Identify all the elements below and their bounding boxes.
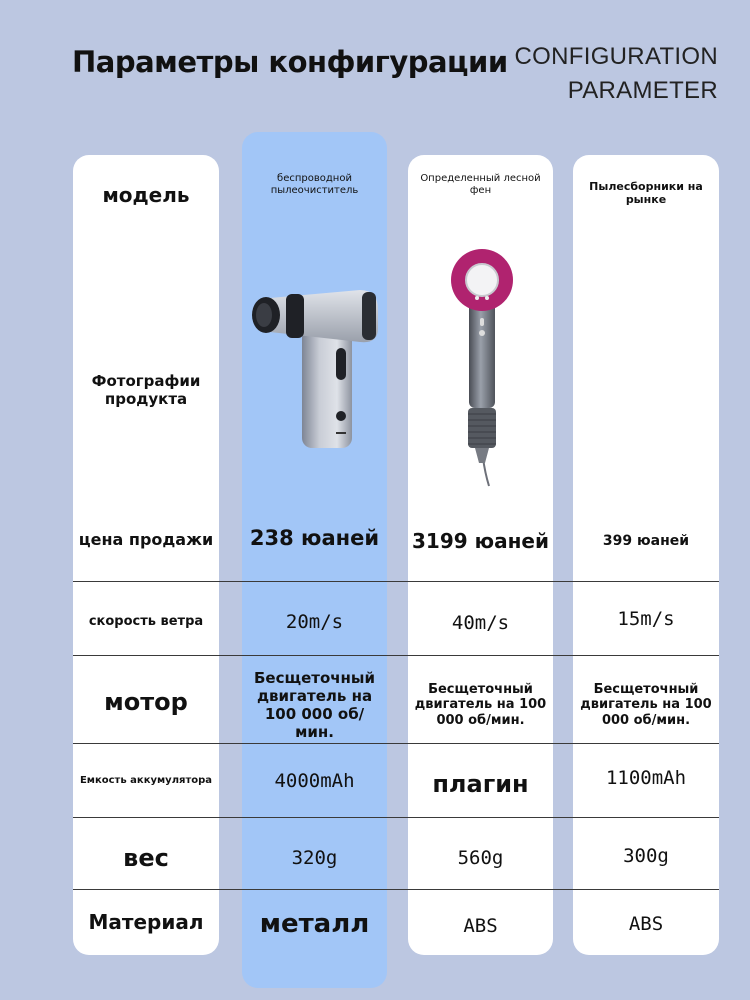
battery-value: плагин <box>432 769 529 798</box>
label-photos: Фотографии продукта <box>91 372 201 408</box>
air-duster-photo <box>250 288 380 453</box>
battery-value: 1100mAh <box>605 766 687 789</box>
wind-value: 20m/s <box>285 610 344 633</box>
weight-value: 300g <box>623 844 669 867</box>
product-name: беспроводной пылеочиститель <box>270 173 359 196</box>
page-title-english <box>515 40 718 108</box>
label-model: модель <box>102 183 190 207</box>
price-value: 238 юаней <box>249 526 380 551</box>
label-weight: вес <box>123 843 169 872</box>
label-battery: Емкость аккумулятора <box>79 775 213 786</box>
material-value: ABS <box>628 912 664 935</box>
motor-value: Бесщеточный двигатель на 100 000 об/мин. <box>414 681 547 728</box>
title-en-line2: PARAMETER <box>567 77 718 104</box>
weight-value: 560g <box>457 846 504 869</box>
label-wind: скорость ветра <box>88 614 204 630</box>
wind-value: 40m/s <box>451 611 510 634</box>
label-material: Материал <box>88 910 204 934</box>
price-value: 3199 юаней <box>412 529 549 553</box>
row-divider <box>73 743 719 744</box>
row-divider <box>73 817 719 818</box>
motor-value: Бесщеточный двигатель на 100 000 об/мин. <box>254 669 375 741</box>
row-divider <box>73 889 719 890</box>
hair-dryer-photo <box>445 248 520 488</box>
label-price: цена продажи <box>78 530 214 550</box>
weight-value: 320g <box>291 846 338 869</box>
material-value: металл <box>259 909 370 940</box>
product-name: Определенный лесной фен <box>420 173 541 196</box>
product-name: Пылесборники на рынке <box>589 179 703 206</box>
price-value: 399 юаней <box>602 532 690 549</box>
page-title: Параметры конфигурации <box>72 45 508 79</box>
battery-value: 4000mAh <box>274 769 355 792</box>
title-en-line1: CONFIGURATION <box>514 43 718 70</box>
row-divider <box>73 581 719 582</box>
wind-value: 15m/s <box>617 607 675 630</box>
row-divider <box>73 655 719 656</box>
motor-value: Бесщеточный двигатель на 100 000 об/мин. <box>580 681 712 728</box>
label-motor: мотор <box>104 687 188 716</box>
material-value: ABS <box>463 914 498 937</box>
